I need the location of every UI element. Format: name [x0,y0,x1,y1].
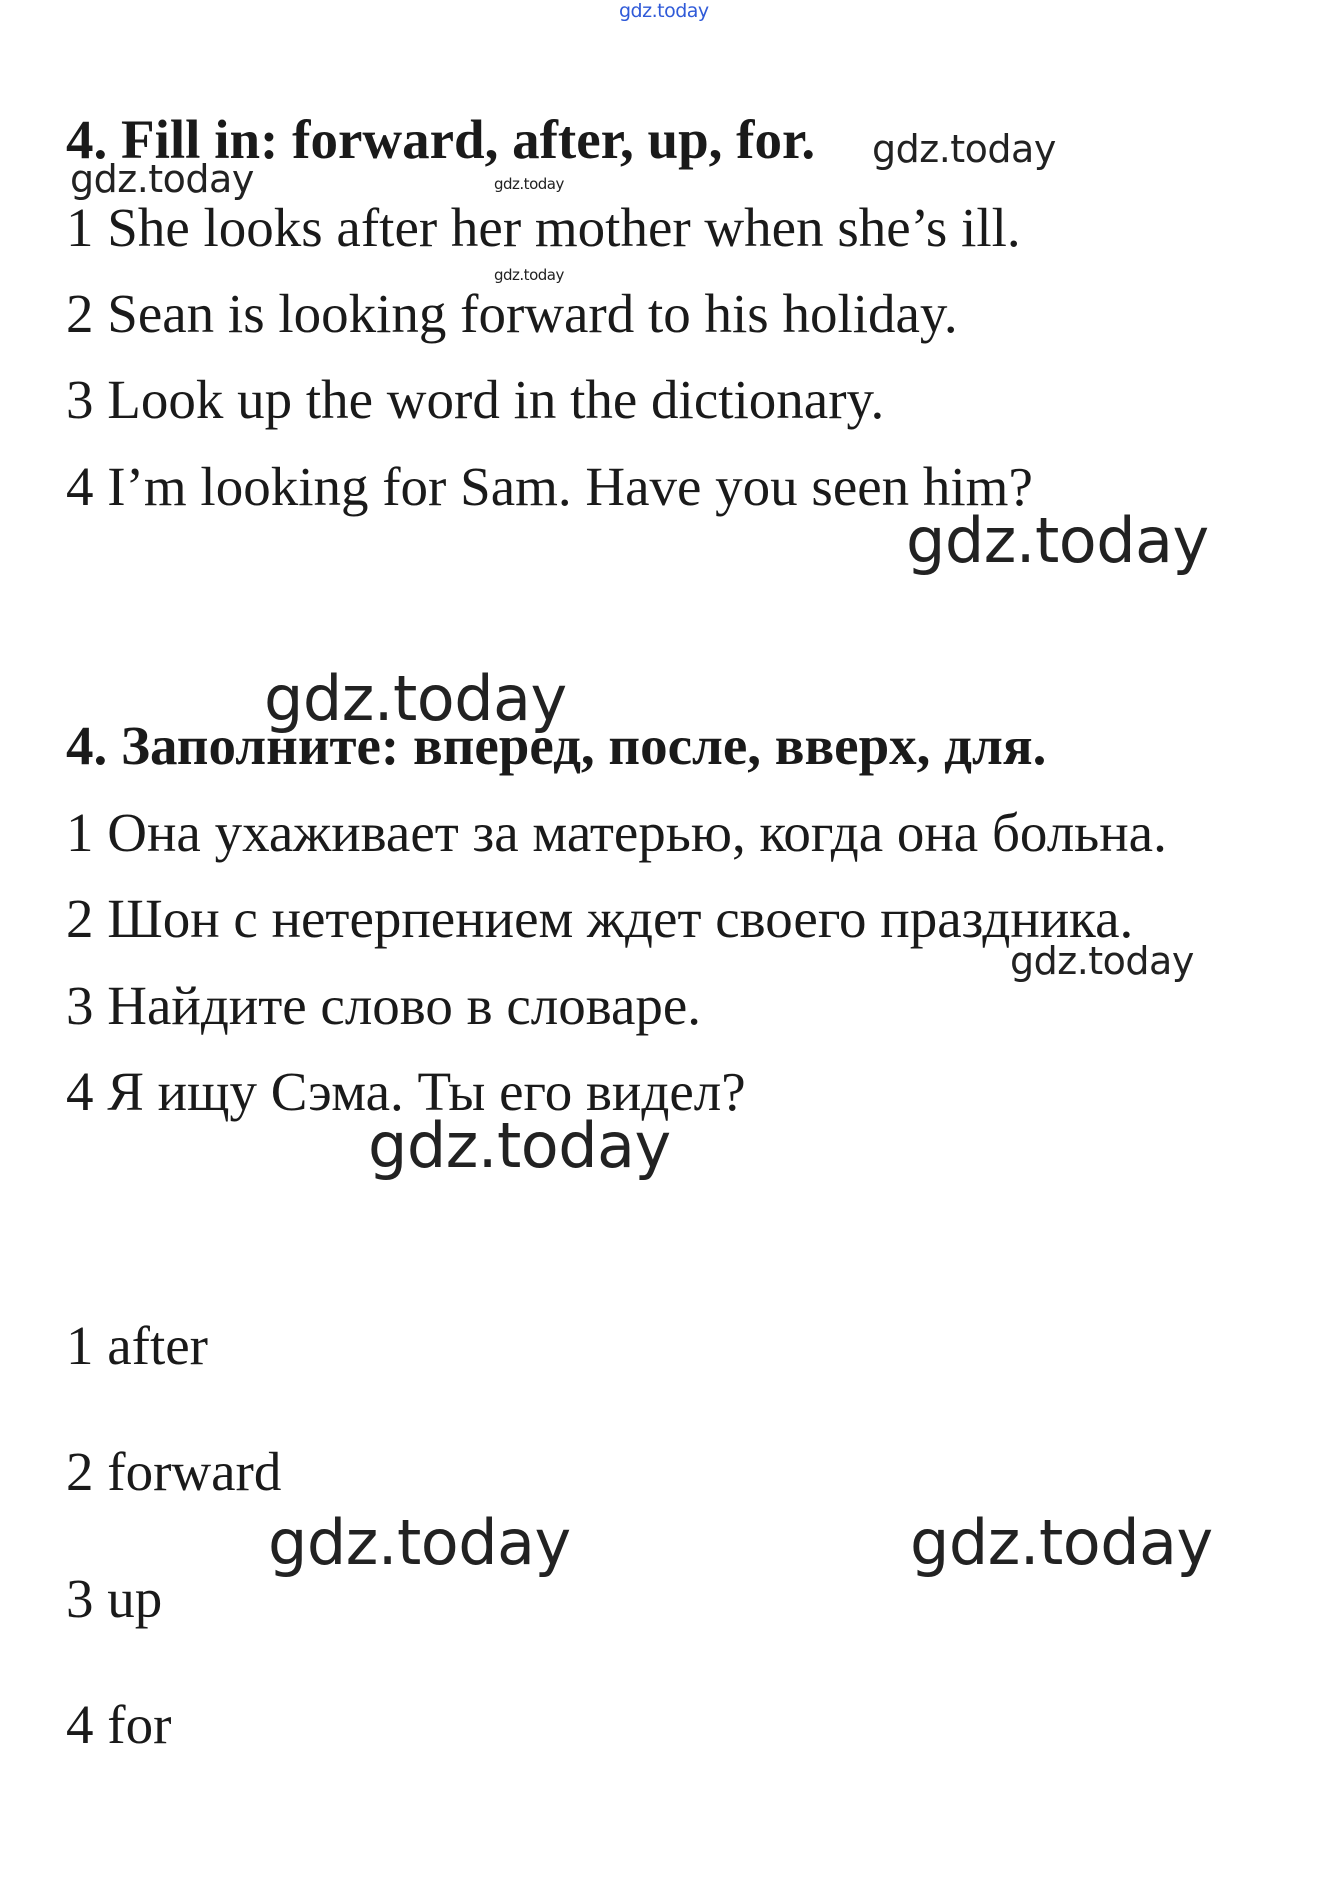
russian-sentence-4: 4 Я ищу Сэма. Ты его видел? [66,1061,746,1122]
watermark: gdz.today [368,1109,671,1182]
answer-3: 3 up [66,1568,163,1629]
english-sentence-3: 3 Look up the word in the dictionary. [66,369,885,430]
english-sentence-2: 2 Sean is looking forward to his holiday. [66,283,958,344]
watermark: gdz.today [70,157,254,201]
watermark-top: gdz.today [619,0,709,22]
watermark: gdz.today [494,266,564,284]
watermark: gdz.today [268,1506,571,1579]
english-heading: 4. Fill in: forward, after, up, for. [66,109,816,170]
russian-sentence-1: 1 Она ухаживает за матерью, когда она больна. [66,802,1167,863]
watermark: gdz.today [910,1506,1213,1579]
watermark: gdz.today [264,662,567,735]
russian-sentence-3: 3 Найдите слово в словаре. [66,975,702,1036]
watermark: gdz.today [872,127,1056,171]
english-sentence-1: 1 She looks after her mother when she’s ill. [66,197,1021,258]
english-sentence-4: 4 I’m looking for Sam. Have you seen him? [66,456,1033,517]
answer-1: 1 after [66,1315,208,1376]
russian-sentence-2: 2 Шон с нетерпением ждет своего праздника. [66,888,1134,949]
watermark: gdz.today [494,175,564,193]
watermark: gdz.today [1010,939,1194,983]
watermark: gdz.today [906,504,1209,577]
russian-heading: 4. Заполните: вперед, после, вверх, для. [66,715,1047,776]
answer-2: 2 forward [66,1441,282,1502]
answer-4: 4 for [66,1694,172,1755]
